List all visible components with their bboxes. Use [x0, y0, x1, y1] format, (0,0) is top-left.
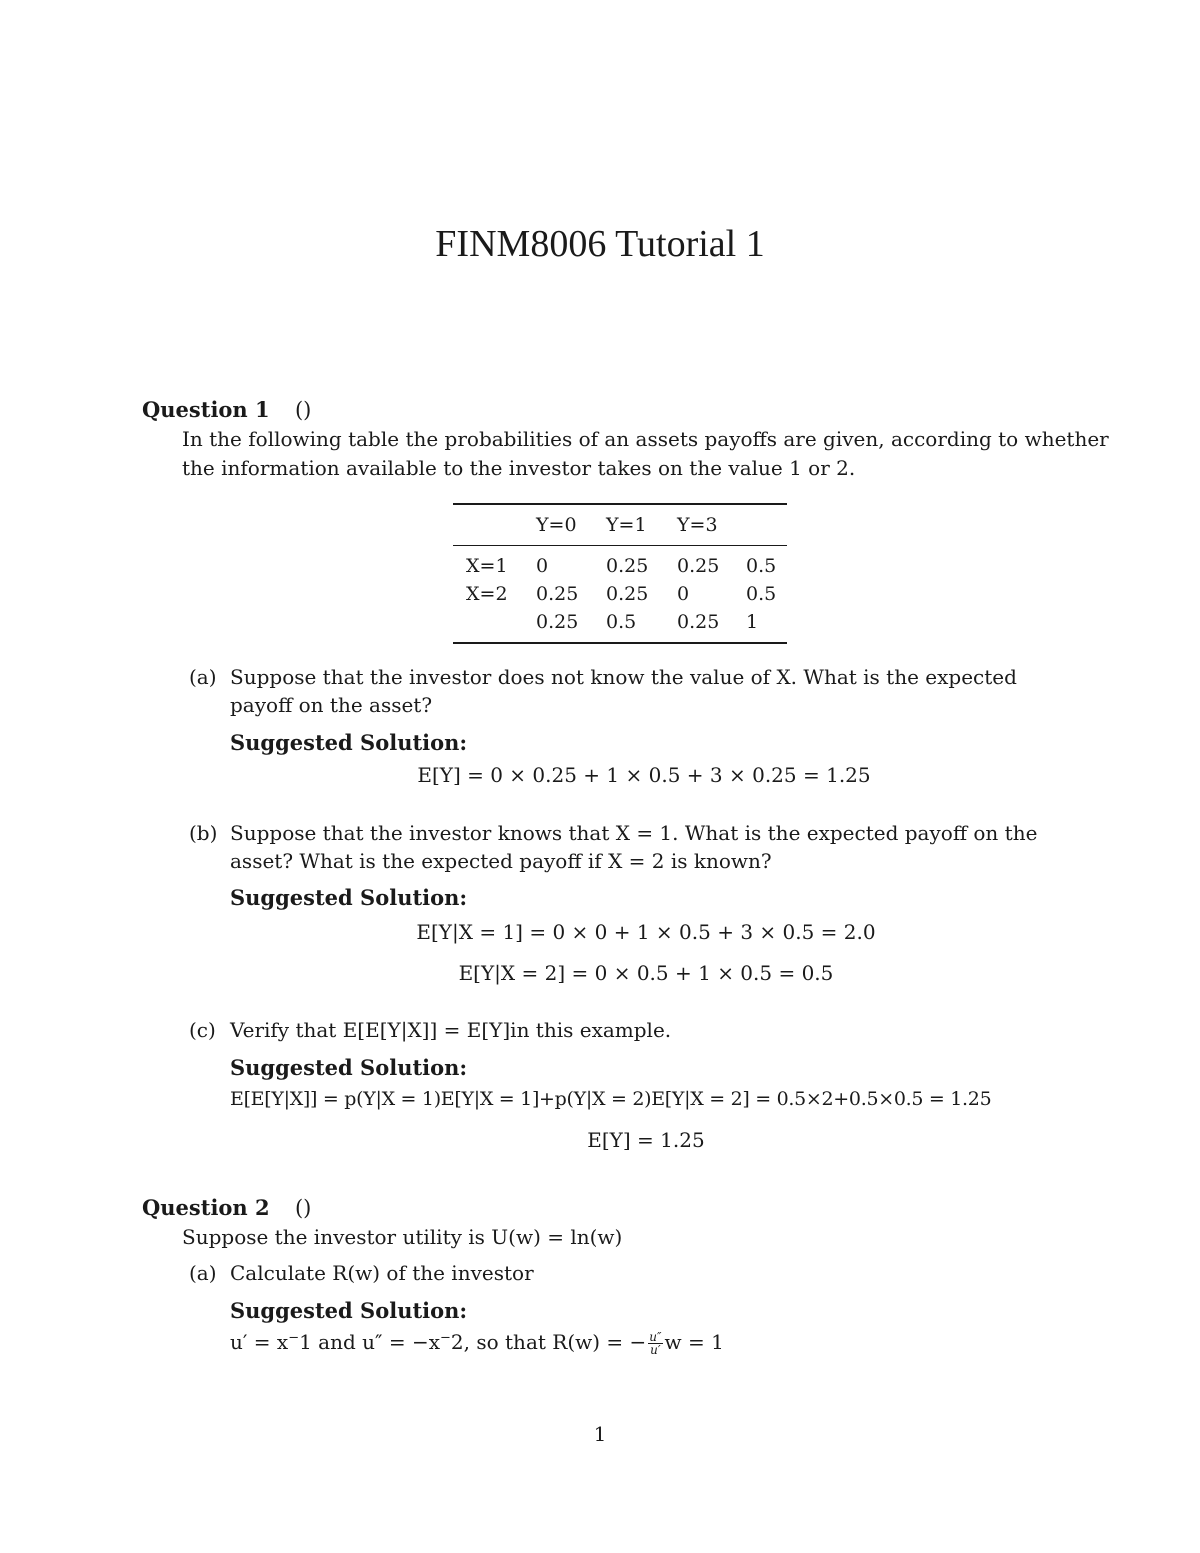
part-b-solution-label: Suggested Solution: [230, 885, 468, 910]
equation-text: 1 and u″ = −x [299, 1330, 441, 1354]
question-1-intro-line-2: the information available to the investor takes on the value 1 or 2. [182, 456, 856, 480]
table-cell: 0.25 [536, 611, 579, 633]
fraction-denominator: u′ [650, 1343, 661, 1357]
q2-part-a-solution-label: Suggested Solution: [230, 1298, 468, 1323]
question-2-heading [142, 1195, 311, 1220]
fraction-numerator: u″ [649, 1330, 662, 1344]
document-title: FINM8006 Tutorial 1 [435, 223, 765, 265]
table-cell: 0.25 [536, 583, 579, 605]
question-2-intro: Suppose the investor utility is U(w) = ln(w) [182, 1225, 623, 1249]
table-cell: 0.5 [746, 555, 777, 577]
superscript-minus: − [440, 1330, 451, 1346]
table-bottom-rule [453, 642, 787, 644]
table-header-y3: Y=3 [677, 514, 718, 536]
part-a-label: (a) [189, 665, 217, 689]
part-c-solution-label: Suggested Solution: [230, 1055, 468, 1080]
table-cell: 0 [677, 583, 690, 605]
table-cell: 1 [746, 611, 759, 633]
equation-text: 2, so that R(w) = − [450, 1330, 647, 1354]
table-cell: X=2 [466, 583, 508, 605]
part-c-equation-1: E[E[Y|X]] = p(Y|X = 1)E[Y|X = 1]+p(Y|X = 2)E[Y|X = 2] = 0.5×2+0.5×0.5 = 1.25 [230, 1088, 992, 1110]
q2-part-a-line-1: Calculate R(w) of the investor [230, 1261, 534, 1285]
table-cell: 0.25 [677, 611, 720, 633]
question-1-paren: () [294, 398, 312, 422]
table-cell: X=1 [466, 555, 508, 577]
table-cell: 0.25 [677, 555, 720, 577]
table-cell: 0 [536, 555, 549, 577]
part-b-line-2: asset? What is the expected payoff if X = 2 is known? [230, 849, 772, 873]
superscript-minus: − [288, 1330, 300, 1346]
question-1-intro-line-1: In the following table the probabilities of an assets payoffs are given, according to whether [182, 427, 1109, 451]
question-1-heading [142, 397, 311, 422]
table-header-y1: Y=1 [606, 514, 647, 536]
part-c-equation-2: E[Y] = 1.25 [587, 1128, 705, 1152]
equation-text: w = 1 [664, 1330, 724, 1354]
part-b-line-1: Suppose that the investor knows that X = 1. What is the expected payoff on the [230, 821, 1038, 845]
part-b-equation-1: E[Y|X = 1] = 0 × 0 + 1 × 0.5 + 3 × 0.5 = 2.0 [416, 920, 876, 944]
part-b-equation-2: E[Y|X = 2] = 0 × 0.5 + 1 × 0.5 = 0.5 [458, 961, 834, 985]
question-1-label: Question 1 [142, 397, 270, 422]
page-number: 1 [593, 1422, 607, 1446]
table-header-y0: Y=0 [536, 514, 577, 536]
table-top-rule [453, 503, 787, 505]
question-2-paren: () [294, 1196, 312, 1220]
part-a-line-1: Suppose that the investor does not know the value of X. What is the expected [230, 665, 1017, 689]
part-a-equation: E[Y] = 0 × 0.25 + 1 × 0.5 + 3 × 0.25 = 1.25 [417, 763, 871, 787]
part-c-line-1: Verify that E[E[Y|X]] = E[Y]in this example. [230, 1018, 672, 1042]
part-c-label: (c) [189, 1018, 216, 1042]
question-2-label: Question 2 [142, 1195, 270, 1220]
table-cell: 0.25 [606, 583, 649, 605]
part-b-label: (b) [189, 821, 218, 845]
table-cell: 0.25 [606, 555, 649, 577]
q2-part-a-label: (a) [189, 1261, 217, 1285]
fraction [648, 1331, 662, 1356]
table-mid-rule [453, 545, 787, 546]
equation-text: u′ = x [230, 1330, 289, 1354]
part-a-solution-label: Suggested Solution: [230, 730, 468, 755]
table-cell: 0.5 [606, 611, 637, 633]
part-a-line-2: payoff on the asset? [230, 693, 433, 717]
q2-part-a-equation [230, 1330, 724, 1356]
table-cell: 0.5 [746, 583, 777, 605]
